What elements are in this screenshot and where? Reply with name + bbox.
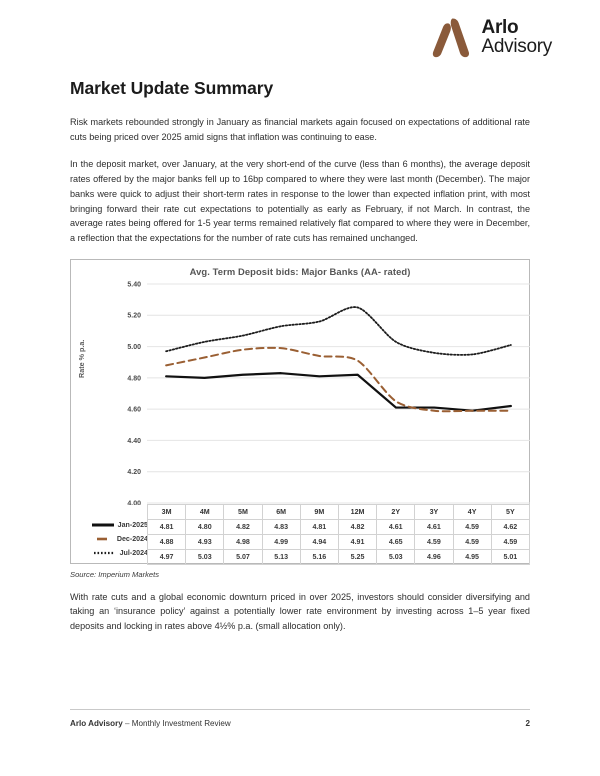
series-line-dec-2024 — [166, 348, 511, 411]
y-tick-label: 5.20 — [127, 312, 141, 320]
brand-logo — [431, 16, 552, 58]
chart-legend — [73, 518, 149, 560]
table-cell: 4.94 — [300, 534, 338, 549]
chart-series-lines — [166, 307, 511, 411]
table-cell: 4.93 — [186, 534, 224, 549]
chart-panel — [70, 259, 530, 564]
chart-title: Avg. Term Deposit bids: Major Banks (AA- rated) — [189, 265, 411, 277]
legend-label-jan-2025: Jan-2025 — [117, 520, 148, 529]
table-cell: 4.59 — [491, 534, 529, 549]
y-tick-label: 4.40 — [127, 437, 141, 445]
paragraph-deposit-market: In the deposit market, over January, at the very short-end of the curve (less than 6 months), the average deposit rates offered by the major banks fell up to 16bp compared to where they were last month (December). The major banks were quick to adjust their short-term rates in response to the lower than expected inflation print, with most bringing forward their rate cut expectations to potentially as early as February, if not March. In contrast, the average rates being offered for 1-5 year terms remained relatively flat compared to where they were in December, a reflection that the expectations for the number of rate cuts has remained unchanged. — [70, 159, 530, 244]
table-row — [148, 534, 530, 549]
table-col-header: 4M — [186, 504, 224, 519]
table-cell: 4.81 — [300, 519, 338, 534]
chart-data-table — [147, 504, 530, 565]
y-tick-label: 5.40 — [127, 281, 141, 289]
legend-item-jul-2024 — [73, 546, 149, 560]
table-cell: 4.95 — [453, 549, 491, 564]
y-tick-label: 4.60 — [127, 406, 141, 414]
brand-wordmark — [482, 18, 552, 57]
table-cell: 5.25 — [338, 549, 376, 564]
table-cell: 5.16 — [300, 549, 338, 564]
table-cell: 4.82 — [224, 519, 262, 534]
chart-plot — [71, 260, 531, 505]
table-cell: 4.97 — [148, 549, 186, 564]
footer-text — [70, 719, 231, 728]
document-body — [70, 78, 530, 647]
table-cell: 5.13 — [262, 549, 300, 564]
footer-page-number: 2 — [525, 719, 530, 728]
y-tick-label: 4.20 — [127, 468, 141, 476]
footer-separator: – — [122, 719, 132, 728]
table-col-header: 2Y — [377, 504, 415, 519]
paragraph-intro: Risk markets rebounded strongly in January as financial markets again focused on expectations of additional rate cuts being priced over 2025 amid signs that inflation was continuing to ease. — [70, 117, 530, 142]
footer-brand: Arlo Advisory — [70, 719, 123, 728]
page-title: Market Update Summary — [70, 78, 274, 98]
table-header-row — [148, 504, 530, 519]
table-cell: 4.96 — [415, 549, 453, 564]
table-col-header: 5Y — [491, 504, 529, 519]
table-cell: 4.99 — [262, 534, 300, 549]
legend-swatch-solid-icon — [92, 521, 114, 529]
table-cell: 5.07 — [224, 549, 262, 564]
table-cell: 5.03 — [377, 549, 415, 564]
legend-item-dec-2024 — [73, 532, 149, 546]
brand-logo-line1: Arlo — [481, 16, 519, 38]
footer-divider — [70, 709, 530, 710]
table-col-header: 3Y — [415, 504, 453, 519]
table-cell: 4.59 — [415, 534, 453, 549]
table-row — [148, 549, 530, 564]
table-row — [148, 519, 530, 534]
table-cell: 4.83 — [262, 519, 300, 534]
brand-logo-line2: Advisory — [481, 36, 552, 57]
y-axis-label: Rate % p.a. — [77, 339, 86, 378]
page-footer — [70, 709, 530, 728]
table-col-header: 3M — [148, 504, 186, 519]
table-cell: 5.01 — [491, 549, 529, 564]
table-col-header: 6M — [262, 504, 300, 519]
y-tick-label: 5.00 — [127, 343, 141, 351]
legend-item-jan-2025 — [73, 518, 149, 532]
table-cell: 4.81 — [148, 519, 186, 534]
table-cell: 5.03 — [186, 549, 224, 564]
y-tick-label: 4.80 — [127, 375, 141, 383]
chart-y-tick-labels — [127, 281, 141, 505]
table-cell: 4.59 — [453, 534, 491, 549]
table-cell: 4.59 — [453, 519, 491, 534]
legend-label-jul-2024: Jul-2024 — [119, 548, 148, 557]
table-col-header: 4Y — [453, 504, 491, 519]
series-line-jul-2024 — [166, 307, 511, 355]
table-col-header: 9M — [300, 504, 338, 519]
y-tick-label: 4.00 — [127, 500, 141, 505]
table-cell: 4.80 — [186, 519, 224, 534]
table-cell: 4.61 — [377, 519, 415, 534]
chart-source-note: Source: Imperium Markets — [70, 569, 160, 579]
table-cell: 4.82 — [338, 519, 376, 534]
series-line-jan-2025 — [166, 373, 511, 411]
paragraph-closing: With rate cuts and a global economic downturn priced in over 2025, investors should consider diversifying and taking an ‘insurance policy’ against a potentially lower rate environment by investing across 1–5 year fixed deposits and locking in rates above 4½% p.a. (small allocation only). — [70, 591, 530, 632]
legend-swatch-dashed-icon — [91, 535, 113, 543]
table-cell: 4.98 — [224, 534, 262, 549]
table-cell: 4.61 — [415, 519, 453, 534]
legend-swatch-dotted-icon — [94, 549, 116, 557]
table-cell: 4.65 — [377, 534, 415, 549]
footer-subtitle: Monthly Investment Review — [131, 719, 231, 728]
legend-label-dec-2024: Dec-2024 — [116, 534, 148, 543]
table-col-header: 5M — [224, 504, 262, 519]
table-cell: 4.88 — [148, 534, 186, 549]
table-cell: 4.62 — [491, 519, 529, 534]
table-cell: 4.91 — [338, 534, 376, 549]
chart-gridlines — [147, 284, 530, 503]
arlo-a-mark-icon — [431, 16, 473, 58]
table-col-header: 12M — [338, 504, 376, 519]
